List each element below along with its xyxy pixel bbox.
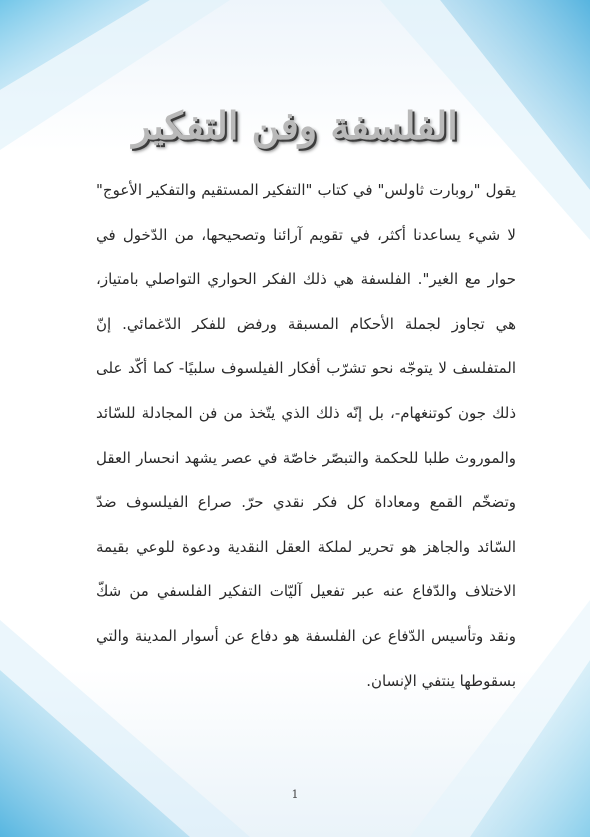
- body-paragraph: يقول "روبارت ثاولس" في كتاب "التفكير المستقيم والتفكير الأعوج" لا شيء يساعدنا أكثر، في تقويم آرائنا وتصحيحها، من الدّخول في حوار مع الغير". الفلسفة هي ذلك الفكر الحواري التواصلي بامتياز، هي تجاوز لجملة الأحكام المسبقة ورفض للفكر الدّغمائي. إنّ المتفلسف لا يتوجّه نحو تشرّب أفكار الفيلسوف سلبيًا- كما أكّد على ذلك جون كوتنغهام-، بل إنّه ذلك الذي يتّخذ من فن المجادلة للسّائد والموروث طلبا للحكمة والتبصّر خاصّة في عصر يشهد انحسار العقل وتضخّم القمع ومعاداة كل فكر نقدي حرّ. صراع الفيلسوف ضدّ السّائد والجاهز هو تحرير لملكة العقل النقدية ودعوة للوعي بقيمة الاختلاف والدّفاع عنه عبر تفعيل آليّات التفكير الفلسفي من شكّ ونقد وتأسيس الدّفاع عن الفلسفة هو دفاع عن أسوار المدينة والتي بسقوطها ينتفي الإنسان.: [96, 181, 516, 690]
- page-title: الفلسفة وفن التفكير: [132, 103, 458, 149]
- page-number: 1: [291, 788, 299, 801]
